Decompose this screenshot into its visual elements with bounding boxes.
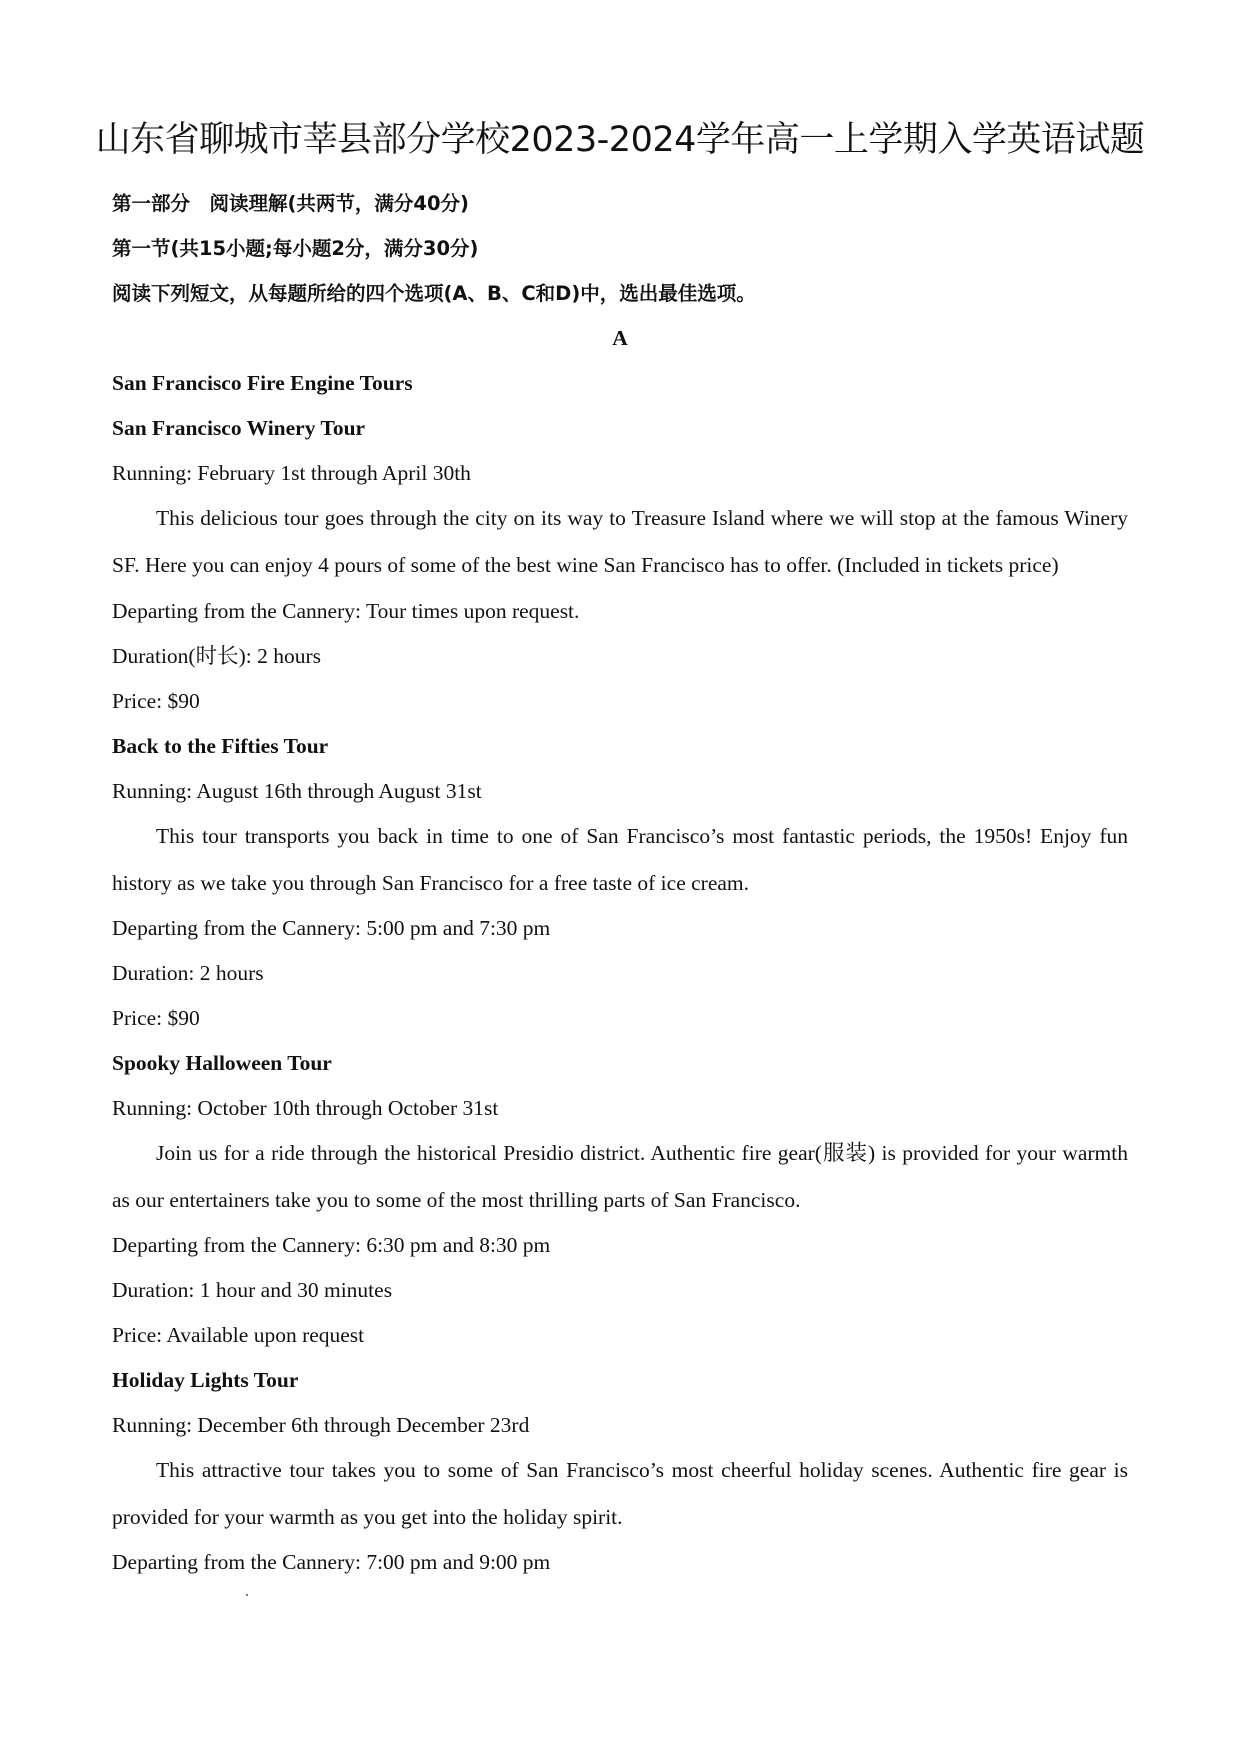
passage-label: A [612,326,628,350]
part1-heading: 第一部分 阅读理解(共两节，满分40分) [112,192,469,215]
tour-duration: Duration(时长): 2 hours [112,644,321,668]
tour-departing: Departing from the Cannery: 7:00 pm and 9:00 pm [112,1550,551,1574]
tour-name: Spooky Halloween Tour [112,1051,332,1075]
tour-name: San Francisco Winery Tour [112,416,366,440]
page-title: 山东省聊城市莘县部分学校2023-2024学年高一上学期入学英语试题 [95,120,1145,160]
tour-name: Holiday Lights Tour [112,1368,299,1392]
tour-departing: Departing from the Cannery: Tour times upon request. [112,599,580,623]
tour-running: Running: December 6th through December 23rd [112,1413,530,1437]
tour-duration: Duration: 2 hours [112,961,264,985]
tour-description: Join us for a ride through the historical Presidio district. Authentic fire gear(服装) is provided for your warmth as our entertainers take you to some of the most thrilling parts of San Francisco. [112,1141,1128,1212]
tour-departing: Departing from the Cannery: 6:30 pm and 8:30 pm [112,1233,551,1257]
tour-description: This attractive tour takes you to some of San Francisco’s most cheerful holiday scenes. Authentic fire gear is provided for your warmth as you get into the holiday spirit. [112,1458,1128,1529]
tour-duration: Duration: 1 hour and 30 minutes [112,1278,393,1302]
tour-price: Price: Available upon request [112,1323,365,1347]
tour-price: Price: $90 [112,1006,200,1030]
tour-departing: Departing from the Cannery: 5:00 pm and 7:30 pm [112,916,551,940]
tour-description: This tour transports you back in time to one of San Francisco’s most fantastic periods, the 1950s! Enjoy fun history as we take you through San Francisco for a free taste of ice cream. [112,824,1128,895]
section1-heading: 第一节(共15小题;每小题2分，满分30分) [112,237,479,260]
tour-running: Running: October 10th through October 31st [112,1096,499,1120]
tour-description: This delicious tour goes through the city on its way to Treasure Island where we will stop at the famous Winery SF. Here you can enjoy 4 pours of some of the best wine San Francisco has to offer. (Included in tickets price) [112,506,1128,577]
passage-title: San Francisco Fire Engine Tours [112,371,413,395]
tour-price: Price: $90 [112,689,200,713]
instructions: 阅读下列短文，从每题所给的四个选项(A、B、C和D)中，选出最佳选项。 [112,282,756,305]
tour-name: Back to the Fifties Tour [112,734,329,758]
scan-speck [246,1594,248,1596]
tour-running: Running: August 16th through August 31st [112,779,482,803]
tour-running: Running: February 1st through April 30th [112,461,471,485]
